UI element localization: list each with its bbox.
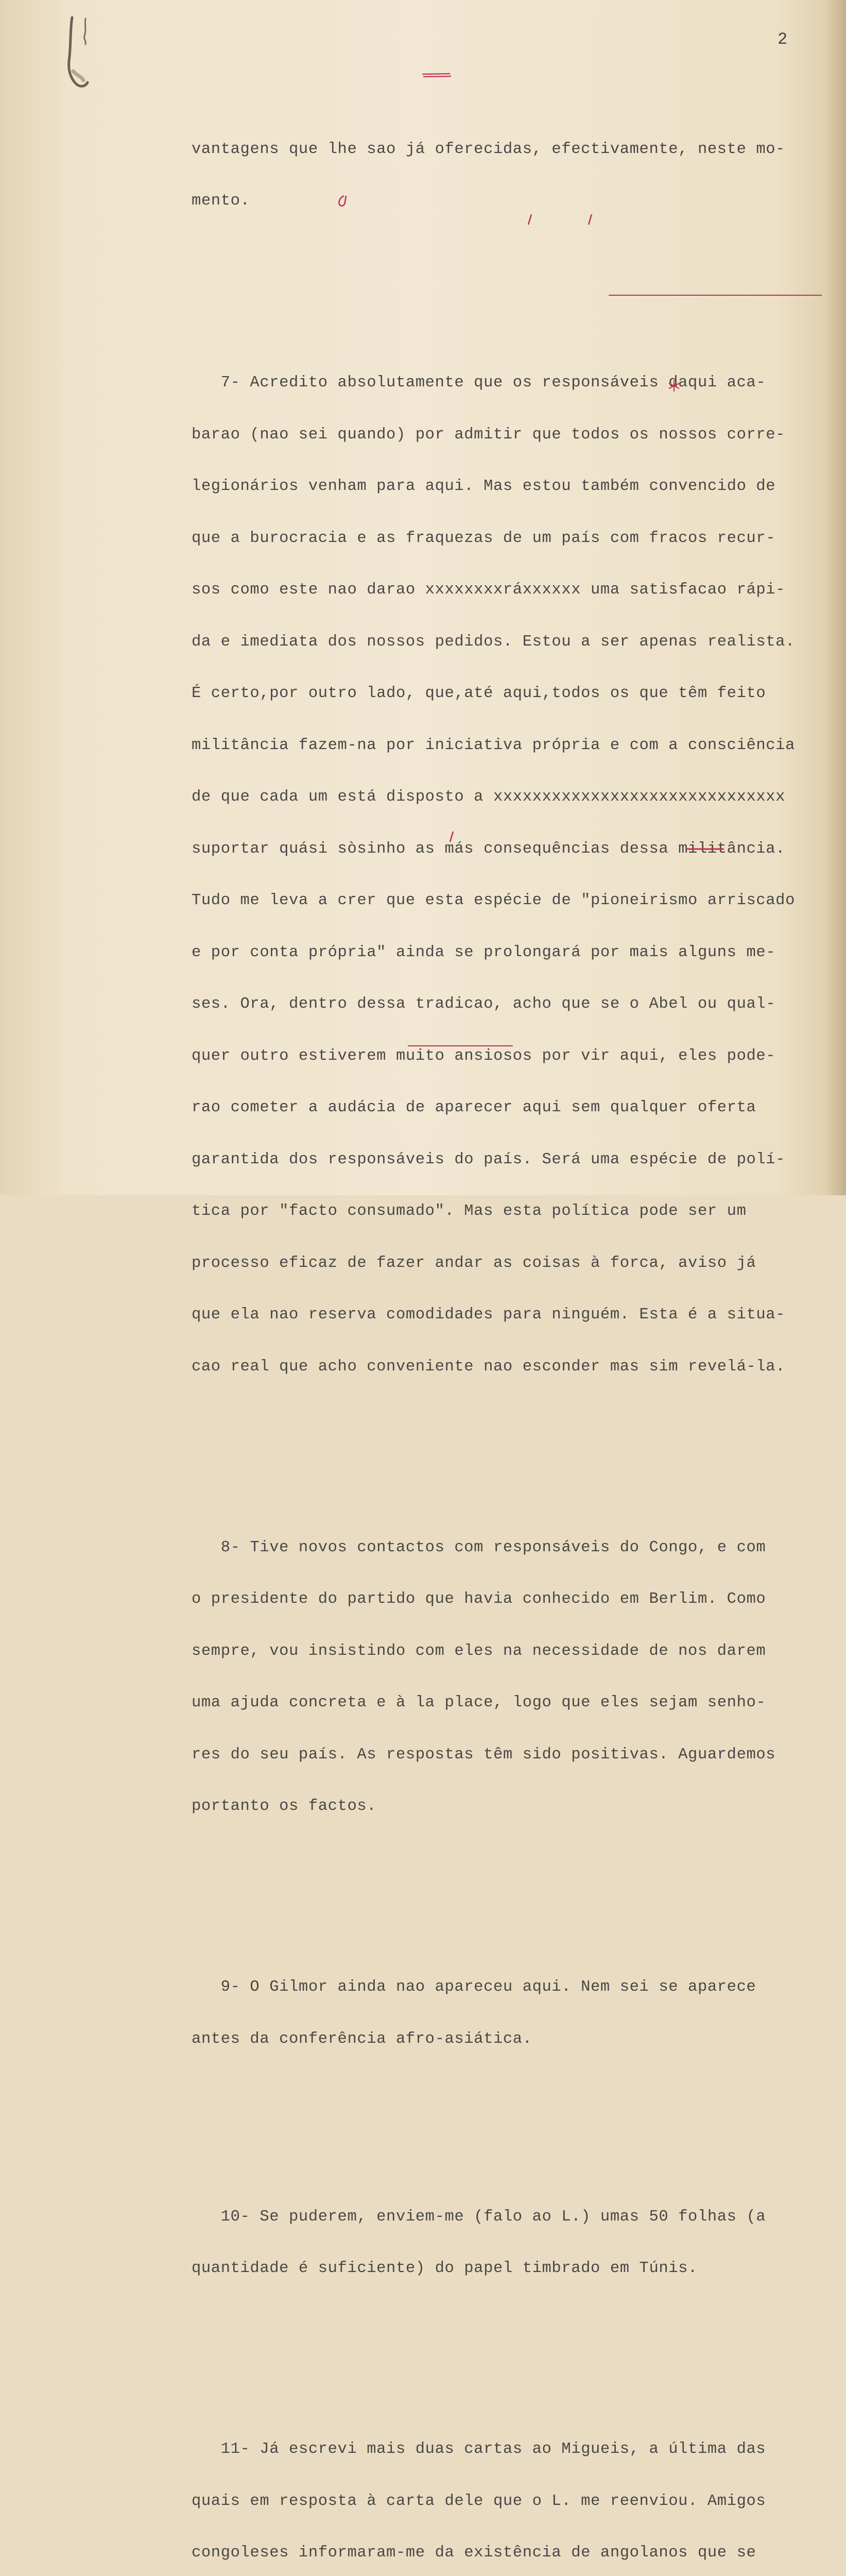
text-line: vantagens que lhe sao já oferecidas, efectivamente, neste mo-: [192, 140, 786, 158]
paragraph-10: [192, 2174, 822, 2312]
text-line: suportar quási sòsinho as más consequências dessa militância.: [192, 840, 786, 858]
text-line: que ela nao reserva comodidades para ninguém. Esta é a situa-: [192, 1306, 786, 1324]
paragraph-9: [192, 1944, 822, 2082]
text-line: 11- Já escrevi mais duas cartas ao Migueis, a última das: [192, 2441, 766, 2458]
text-line: mento.: [192, 192, 250, 210]
text-line: ses. Ora, dentro dessa tradicao, acho que se o Abel ou qual-: [192, 995, 776, 1013]
text-line: portanto os factos.: [192, 1798, 377, 1815]
paragraph-11: [192, 2406, 822, 2576]
text-line: que a burocracia e as fraquezas de um país com fracos recur-: [192, 529, 776, 547]
text-line: cao real que acho conveniente nao esconder mas sim revelá-la.: [192, 1358, 786, 1376]
text-line: e por conta própria" ainda se prolongará por mais alguns me-: [192, 943, 776, 961]
text-line: legionários venham para aqui. Mas estou também convencido de: [192, 478, 776, 495]
text-line: quer outro estiverem muito ansiosos por vir aqui, eles pode-: [192, 1047, 776, 1065]
text-line: Tudo me leva a crer que esta espécie de "pioneirismo arriscado: [192, 892, 795, 909]
text-line: barao (nao sei quando) por admitir que todos os nossos corre-: [192, 426, 786, 444]
text-line: o presidente do partido que havia conhecido em Berlim. Como: [192, 1590, 766, 1608]
text-line: res do seu país. As respostas têm sido positivas. Aguardemos: [192, 1745, 776, 1764]
text-line: 8- Tive novos contactos com responsáveis do Congo, e com: [192, 1538, 766, 1556]
text-line: de que cada um está disposto a xxxxxxxxxxxxxxxxxxxxxxxxxxxxxx: [192, 788, 786, 806]
text-line: 9- O Gilmor ainda nao apareceu aqui. Nem sei se aparece: [192, 1978, 756, 1996]
text-line: 7- Acredito absolutamente que os responsáveis daqui aca-: [192, 374, 766, 392]
document-body: [192, 55, 822, 2576]
text-line: 10- Se puderem, enviem-me (falo ao L.) umas 50 folhas (a: [192, 2208, 766, 2226]
text-line: da e imediata dos nossos pedidos. Estou a ser apenas realista.: [192, 633, 795, 651]
text-line: congoleses informaram-me da existência de angolanos que se: [192, 2544, 756, 2562]
text-line: processo eficaz de fazer andar as coisas à forca, aviso já: [192, 1254, 756, 1272]
page-number: 2: [778, 30, 788, 49]
paragraph-7: [192, 340, 822, 1410]
text-line: sos como este nao darao xxxxxxxxráxxxxxx uma satisfacao rápi-: [192, 581, 786, 599]
paragraph-8: [192, 1505, 822, 1850]
text-line: uma ajuda concreta e à la place, logo que eles sejam senho-: [192, 1694, 766, 1711]
text-line: antes da conferência afro-asiática.: [192, 2030, 532, 2048]
text-line: É certo,por outro lado, que,até aqui,todos os que têm feito: [192, 685, 766, 702]
text-line: tica por "facto consumado". Mas esta política pode ser um: [192, 1202, 747, 1220]
paper-edge-shadow: [825, 0, 846, 1195]
paragraph: [192, 107, 822, 245]
text-line: garantida dos responsáveis do país. Será uma espécie de polí-: [192, 1150, 786, 1168]
text-line: militância fazem-na por iniciativa própria e com a consciência: [192, 736, 795, 754]
text-line: quantidade é suficiente) do papel timbrado em Túnis.: [192, 2260, 698, 2277]
text-line: quais em resposta à carta dele que o L. me reenviou. Amigos: [192, 2492, 766, 2510]
paper-clip-icon: [61, 14, 97, 97]
text-line: sempre, vou insistindo com eles na necessidade de nos darem: [192, 1642, 766, 1660]
text-line: rao cometer a audácia de aparecer aqui sem qualquer oferta: [192, 1099, 756, 1116]
